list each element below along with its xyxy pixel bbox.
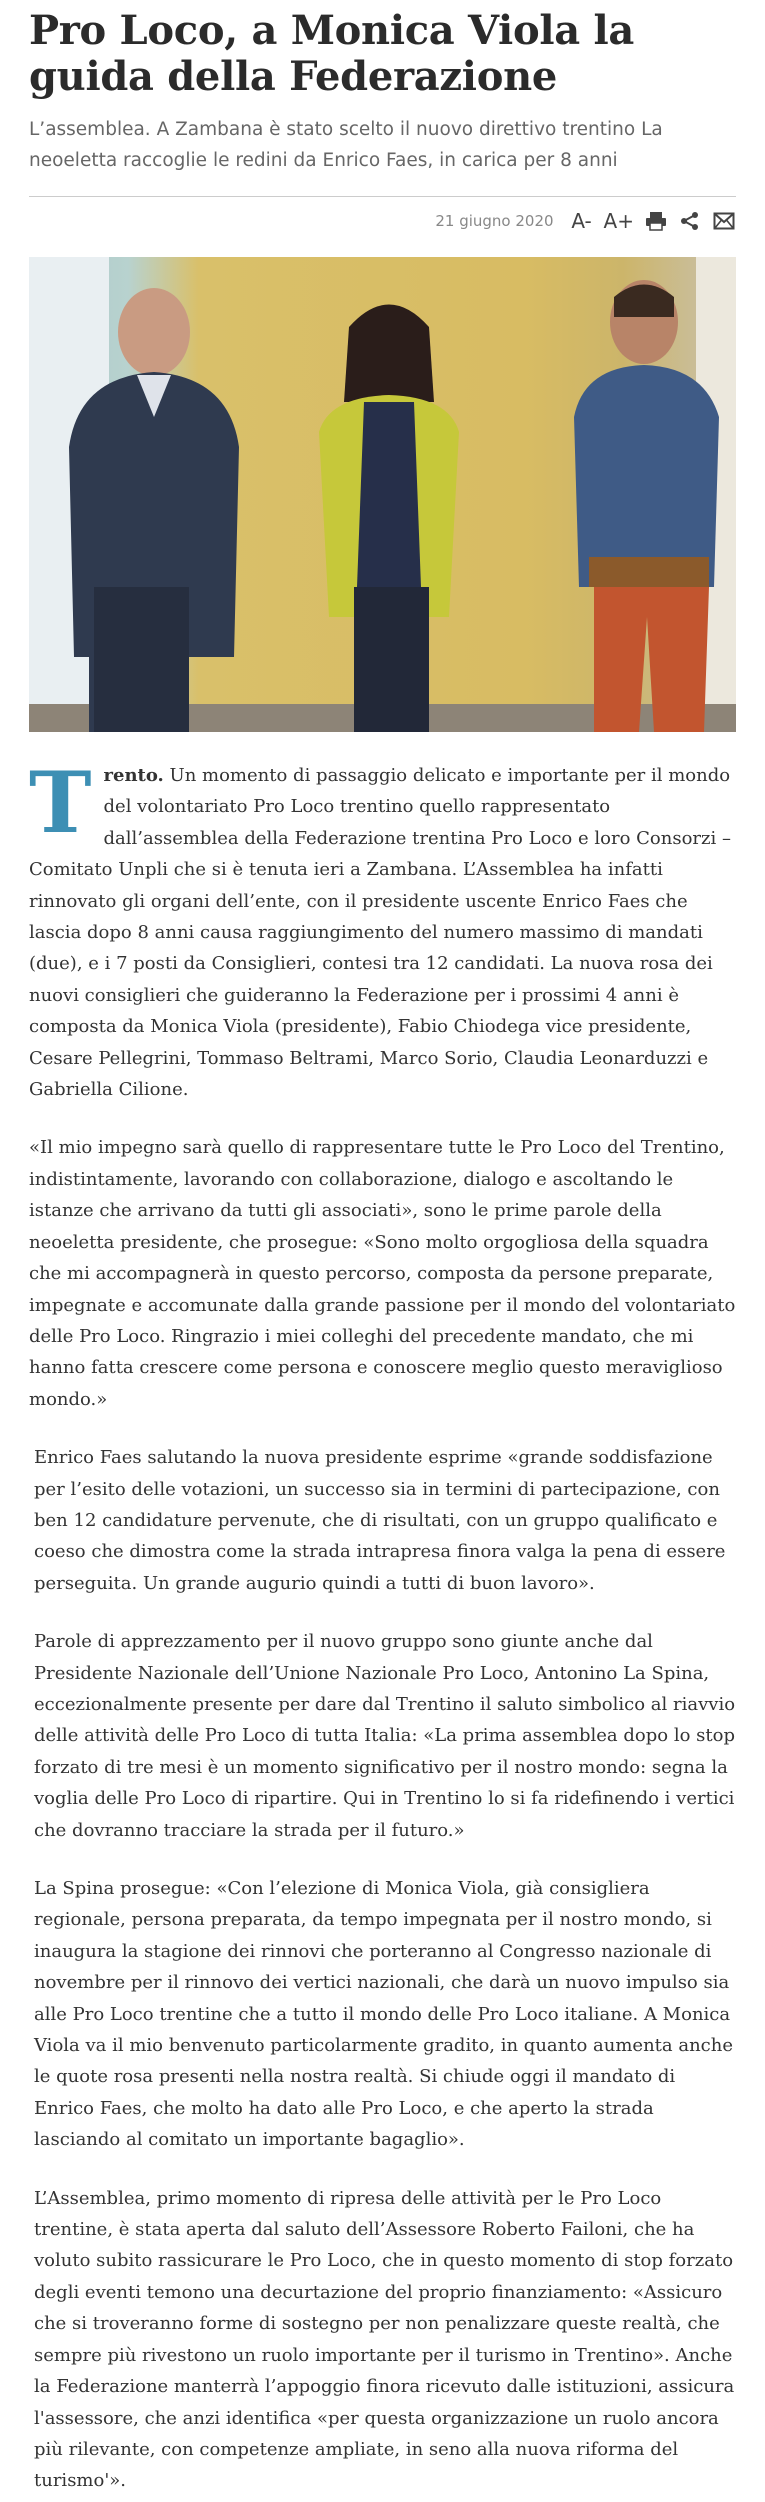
- article-paragraph: Enrico Faes salutando la nuova presidente esprime «grande soddisfazione per l’esito delle votazioni, un successo sia in termini di partecipazione, con ben 12 candidature pervenute, che di risultati, con un gruppo qualificato e coeso che dimostra come la strada intrapresa finora valga la pena di essere perseguita. Un grande augurio quindi a tutti di buon lavoro».: [34, 1447, 726, 1594]
- drop-cap: T: [29, 753, 92, 852]
- article-paragraph: [29, 753, 736, 1105]
- article-subtitle: L’assemblea. A Zambana è stato scelto il nuovo direttivo trentino La neoeletta raccoglie le redini da Enrico Faes, in carica per 8 anni: [29, 119, 663, 171]
- print-icon[interactable]: [644, 208, 668, 234]
- article-lead-word: rento.: [103, 765, 164, 786]
- article-paragraph: L’Assemblea, primo momento di ripresa delle attività per le Pro Loco trentine, è stata aperta dal saluto dell’Assessore Roberto Failoni, che ha voluto subito rassicurare le Pro Loco, che in questo momento di stop forzato degli eventi temono una decurtazione del proprio finanziamento: «Assicuro che si troveranno forme di sostegno per non penalizzare queste realtà, che sempre più rivestono un ruolo importante per il turismo in Trentino». Anche la Federazione manterrà l’appoggio finora ricevuto dalle istituzioni, assicura l'assessore, che anzi identifica «per questa organizzazione un ruolo ancora più rilevante, con competenze ampliate, in seno alla nuova riforma del turismo'».: [34, 2187, 735, 2492]
- article-photo: [29, 257, 736, 732]
- article-paragraph: Parole di apprezzamento per il nuovo gruppo sono giunte anche dal Presidente Nazionale dell’Unione Nazionale Pro Loco, Antonino La Spina, eccezionalmente presente per dare dal Trentino il saluto simbolico al riavvio delle attività delle Pro Loco di tutta Italia: «La prima assemblea dopo lo stop forzato di tre mesi è un momento significativo per il nostro mondo: segna la voglia delle Pro Loco di ripartire. Qui in Trentino lo si fa ridefinendo i vertici che dovranno tracciare la strada per il futuro.»: [34, 1631, 736, 1841]
- photo-person-left: [29, 257, 736, 732]
- article-meta-bar: [29, 197, 736, 245]
- article-title: Pro Loco, a Monica Viola la guida della Federazione: [29, 7, 634, 100]
- publish-date: 21 giugno 2020: [435, 212, 554, 230]
- font-decrease-button[interactable]: A-: [571, 209, 592, 233]
- article-body: [29, 753, 736, 2497]
- article-paragraph: «Il mio impegno sarà quello di rappresentare tutte le Pro Loco del Trentino, indistintamente, lavorando con collaborazione, dialogo e ascoltando le istanze che arrivano da tutti gli associati», sono le prime parole della neoeletta presidente, che prosegue: «Sono molto orgogliosa della squadra che mi accompagnerà in questo percorso, composta da persone preparate, impegnate e accomunate dalla grande passione per il mondo del volontariato delle Pro Loco. Ringrazio i miei colleghi del precedente mandato, che mi hanno fatta crescere come persona e conoscere meglio questo meraviglioso mondo.»: [29, 1137, 736, 1410]
- font-increase-button[interactable]: A+: [603, 209, 634, 233]
- article-paragraph-text: Un momento di passaggio delicato e importante per il mondo del volontariato Pro Loco trentino quello rappresentato dall’assemblea della Federazione trentina Pro Loco e loro Consorzi – Comitato Unpli che si è tenuta ieri a Zambana. L’Assemblea ha infatti rinnovato gli organi dell’ente, con il presidente uscente Enrico Faes che lascia dopo 8 anni causa raggiungimento del numero massimo di mandati (due), e i 7 posti da Consiglieri, contesi tra 12 candidati. La nuova rosa dei nuovi consiglieri che guideranno la Federazione per i prossimi 4 anni è composta da Monica Viola (presidente), Fabio Chiodega vice presidente, Cesare Pellegrini, Tommaso Beltrami, Marco Sorio, Claudia Leonarduzzi e Gabriella Cilione.: [29, 765, 731, 1101]
- mail-icon[interactable]: [712, 208, 736, 234]
- article-paragraph: La Spina prosegue: «Con l’elezione di Monica Viola, già consigliera regionale, persona preparata, da tempo impegnata per il nostro mondo, si inaugura la stagione dei rinnovi che porteranno al Congresso nazionale di novembre per il rinnovo dei vertici nazionali, che darà un nuovo impulso sia alle Pro Loco trentine che a tutto il mondo delle Pro Loco italiane. A Monica Viola va il mio benvenuto particolarmente gradito, in quanto aumenta anche le quote rosa presenti nella nostra realtà. Si chiude oggi il mandato di Enrico Faes, che molto ha dato alle Pro Loco, e che aperto la strada lasciando al comitato un importante bagaglio».: [34, 1878, 734, 2151]
- share-icon[interactable]: [678, 208, 702, 234]
